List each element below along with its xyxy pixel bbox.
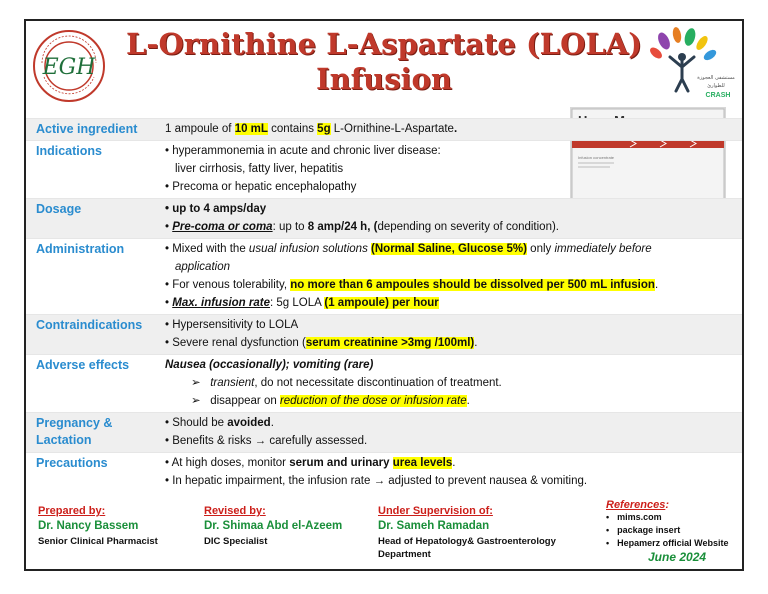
tree-logo — [644, 27, 736, 105]
prepared-by: Prepared by: Dr. Nancy Bassem Senior Clinical Pharmacist — [38, 505, 158, 547]
arrow-bullet-icon: ➢ — [191, 377, 201, 389]
reference-item: • package insert — [606, 524, 740, 537]
row-content: • up to 4 amps/day • Pre-coma or coma: up to 8 amp/24 h, (depending on severity of condition). — [165, 203, 560, 233]
row-label: Contraindications — [36, 318, 143, 332]
references: References: • mims.com • package insert • Hepamerz official Website June 2024 — [606, 499, 740, 564]
reference-item: • mims.com — [606, 511, 740, 524]
svg-text:مستشفى العجوزة: مستشفى العجوزة — [697, 75, 735, 81]
hospital-logo — [32, 29, 106, 103]
row-dosage — [26, 198, 742, 238]
revised-by: Revised by: Dr. Shimaa Abd el-Azeem DIC Specialist — [204, 505, 343, 547]
row-label: Pregnancy & Lactation — [36, 416, 113, 447]
row-contraindications — [26, 314, 742, 354]
row-content: • At high doses, monitor serum and urinary urea levels. • In hepatic impairment, the infusion rate → adjusted to prevent nausea & vomiting. — [165, 457, 588, 487]
row-label: Indications — [36, 144, 102, 158]
row-content: • Hypersensitivity to LOLA • Severe renal dysfunction (serum creatinine >3mg /100ml). — [165, 319, 478, 349]
product-small-text: Infusion concentrate — [578, 155, 615, 160]
row-indications — [26, 140, 742, 198]
title-line-1: L-Ornithine L-Aspartate (LOLA) — [126, 27, 642, 61]
arrow-bullet-icon: ➢ — [191, 395, 201, 407]
content-table — [26, 118, 742, 492]
row-adverse-effects — [26, 354, 742, 412]
svg-text:للطوارئ: للطوارئ — [707, 83, 725, 89]
page-title — [122, 27, 646, 97]
row-label: Active ingredient — [36, 122, 138, 136]
logo-monogram: EGH — [42, 55, 96, 80]
poster-frame — [24, 19, 744, 571]
row-content: 1 ampoule of 10 mL contains 5g L-Ornithine-L-Aspartate. — [165, 123, 458, 135]
row-content: • Should be avoided. • Benefits & risks → carefully assessed. — [165, 417, 368, 447]
row-content: • hyperammonemia in acute and chronic liver disease: liver cirrhosis, fatty liver, hepatitis • Precoma or hepatic encephalopathy — [165, 145, 441, 193]
row-label: Adverse effects — [36, 358, 130, 372]
row-precautions — [26, 452, 742, 492]
row-pregnancy-lactation — [26, 412, 742, 452]
row-content: • Mixed with the usual infusion solutions (Normal Saline, Glucose 5%) only immediately before application • For venous tolerability, no more than 6 ampoules should be dissolved per 500 mL infusion. • Max. infusion rate: 5g LOLA (1 ampoule) per hour — [165, 243, 659, 309]
logo-right-text: CRASH — [705, 92, 731, 99]
under-supervision: Under Supervision of: Dr. Sameh Ramadan Head of Hepatology& Gastroenterology Department — [378, 505, 556, 560]
reference-item: • Hepamerz official Website — [606, 537, 740, 550]
row-administration — [26, 238, 742, 314]
row-active-ingredient — [26, 118, 742, 140]
title-line-2: Infusion — [316, 62, 452, 96]
row-label: Precautions — [36, 456, 108, 470]
row-label: Administration — [36, 242, 125, 256]
footer — [26, 499, 742, 571]
date: June 2024 — [648, 550, 707, 564]
row-label: Dosage — [36, 202, 82, 216]
row-content: Nausea (occasionally); vomiting (rare) ➢ transient, do not necessitate discontinuation of treatment. ➢ disappear on reduction of the dose or infusion rate. — [165, 359, 502, 407]
